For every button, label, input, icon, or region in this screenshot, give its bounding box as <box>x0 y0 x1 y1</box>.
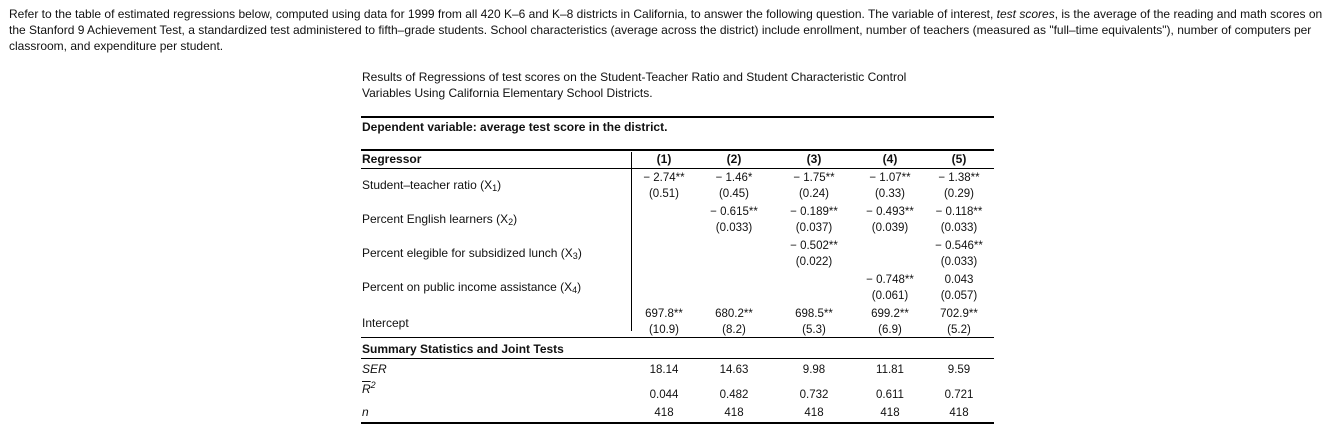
row-label-x3 <box>362 246 582 261</box>
coef-x3-col3: − 0.502** <box>790 240 838 252</box>
x1-label-sub: 1 <box>492 183 498 193</box>
se-x2-col3: (0.037) <box>795 222 833 234</box>
column-header-2: (2) <box>726 152 742 166</box>
se-x2-col5: (0.033) <box>940 222 978 234</box>
coef-x1-col3: − 1.75** <box>793 172 835 184</box>
summary-r2-col3: 0.732 <box>799 389 829 401</box>
summary-ser-col5: 9.59 <box>947 364 971 376</box>
summary-header-rule <box>361 358 994 359</box>
x4-label-close: ) <box>577 280 582 294</box>
top-rule <box>361 116 994 118</box>
column-header-1: (1) <box>656 152 672 166</box>
coef-x4-col4: − 0.748** <box>866 274 914 286</box>
se-x2-col4: (0.039) <box>871 222 909 234</box>
coef-x3-col5: − 0.546** <box>935 240 983 252</box>
summary-n-col3: 418 <box>804 407 824 419</box>
summary-ser-col3: 9.98 <box>802 364 826 376</box>
row-label-x1 <box>362 178 501 193</box>
row-label-x4 <box>362 280 581 295</box>
summary-r2-col2: 0.482 <box>719 389 749 401</box>
summary-n-col5: 418 <box>949 407 969 419</box>
x1-label-close: ) <box>497 178 502 192</box>
se-x1-col4: (0.33) <box>874 188 906 200</box>
coef-x1-col4: − 1.07** <box>869 172 911 184</box>
column-header-rule <box>361 168 994 169</box>
x2-label-text: Percent English learners (X <box>362 212 509 226</box>
coef-x1-col5: − 1.38** <box>938 172 980 184</box>
column-header-4: (4) <box>882 152 898 166</box>
summary-n-col4: 418 <box>880 407 900 419</box>
table-caption <box>362 69 1002 101</box>
se-x3-col3: (0.022) <box>795 256 833 268</box>
regressor-header: Regressor <box>362 152 422 166</box>
coef-intercept-col4: 699.2** <box>871 308 909 320</box>
dependent-variable-label: Dependent variable: average test score in the district. <box>362 120 668 134</box>
se-x3-col5: (0.033) <box>940 256 978 268</box>
se-x4-col4: (0.061) <box>871 290 909 302</box>
se-x1-col5: (0.29) <box>943 188 975 200</box>
coef-x2-col3: − 0.189** <box>790 206 838 218</box>
se-x4-col5: (0.057) <box>940 290 978 302</box>
coef-intercept-col1: 697.8** <box>645 308 683 320</box>
summary-label-ser: SER <box>362 362 387 376</box>
x2-label-sub: 2 <box>508 217 514 227</box>
se-intercept-col3: (5.3) <box>802 324 826 336</box>
coef-intercept-col5: 702.9** <box>940 308 978 320</box>
summary-r2-col4: 0.611 <box>876 389 904 401</box>
r2-label-base: $\overline{R}$ <box>362 382 371 396</box>
coef-intercept-col2: 680.2** <box>715 308 753 320</box>
x3-label-text: Percent elegible for subsidized lunch (X <box>362 246 573 260</box>
se-intercept-col2: (8.2) <box>722 324 746 336</box>
question-intro <box>9 6 1339 54</box>
summary-r2-col1: 0.044 <box>649 389 679 401</box>
summary-ser-col4: 11.81 <box>876 364 904 376</box>
column-header-5: (5) <box>951 152 967 166</box>
coef-x1-col2: − 1.46* <box>715 172 753 184</box>
coef-x4-col5: 0.043 <box>944 274 974 286</box>
summary-ser-col1: 18.14 <box>649 364 679 376</box>
r2-label-sup: 2 <box>370 380 376 390</box>
summary-n-col2: 418 <box>724 407 744 419</box>
summary-n-col1: 418 <box>654 407 674 419</box>
x1-label-text: Student–teacher ratio (X <box>362 178 493 192</box>
intro-italic-term: test scores <box>996 7 1055 21</box>
coef-intercept-col3: 698.5** <box>795 308 833 320</box>
x4-label-sub: 4 <box>572 285 578 295</box>
row-label-intercept: Intercept <box>362 316 409 330</box>
column-header-3: (3) <box>806 152 822 166</box>
header-rule <box>361 149 994 151</box>
x3-label-sub: 3 <box>572 251 578 261</box>
se-x1-col1: (0.51) <box>648 188 680 200</box>
summary-header: Summary Statistics and Joint Tests <box>362 342 564 356</box>
coef-x2-col5: − 0.118** <box>935 206 983 218</box>
intro-text-1: Refer to the table of estimated regressions below, computed using data for 1999 from all 420 K–6 and K–8 districts in California, to answer the following question. The variable of interest, <box>9 7 997 21</box>
intro-text-2: , is the average of the reading and math scores on the Stanford 9 Achievement Test, a standardized test administered to fifth–grade students. School characteristics (average across the district) include enrollment, number of teachers (measured as "full–time equivalents"), number of computers per classroom, and expenditure per student. <box>9 7 1323 53</box>
coef-x2-col2: − 0.615** <box>710 206 758 218</box>
caption-line-2: Variables Using California Elementary School Districts. <box>362 86 653 100</box>
bottom-rule <box>361 422 994 424</box>
se-intercept-col4: (6.9) <box>878 324 902 336</box>
se-x1-col3: (0.24) <box>798 188 830 200</box>
summary-ser-col2: 14.63 <box>719 364 749 376</box>
caption-line-1: Results of Regressions of test scores on the Student-Teacher Ratio and Student Characteristic Control <box>362 70 907 84</box>
coef-x1-col1: − 2.74** <box>643 172 685 184</box>
row-label-x2 <box>362 212 517 227</box>
x3-label-close: ) <box>577 246 582 260</box>
summary-label-r2 <box>362 380 376 396</box>
se-x2-col2: (0.033) <box>715 222 753 234</box>
summary-r2-col5: 0.721 <box>944 389 974 401</box>
se-intercept-col1: (10.9) <box>648 324 680 336</box>
coef-x2-col4: − 0.493** <box>866 206 914 218</box>
summary-label-n: n <box>362 405 369 419</box>
x2-label-close: ) <box>513 212 518 226</box>
se-x1-col2: (0.45) <box>718 188 750 200</box>
x4-label-text: Percent on public income assistance (X <box>362 280 573 294</box>
se-intercept-col5: (5.2) <box>947 324 971 336</box>
